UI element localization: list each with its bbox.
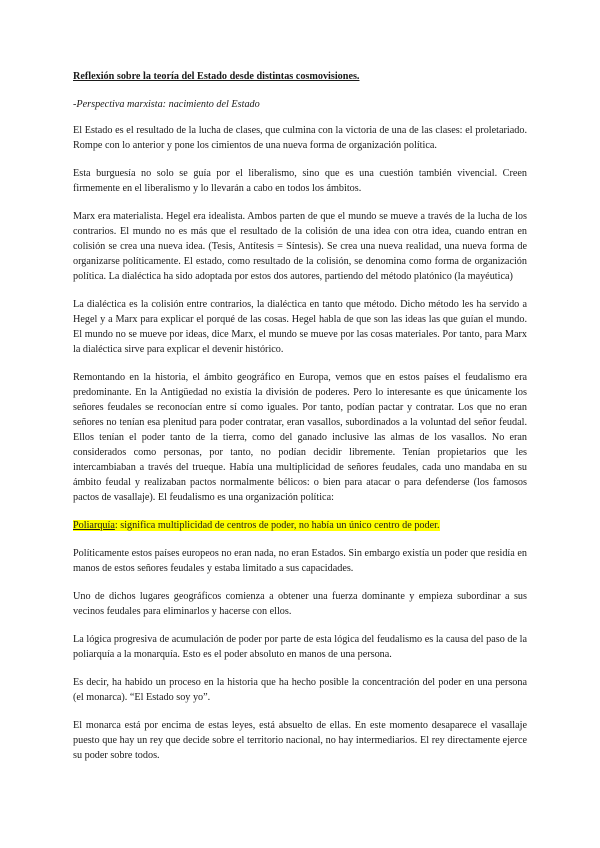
paragraph: Políticamente estos países europeos no eran nada, no eran Estados. Sin embargo existía un poder que residía en manos de estos señores feudales y estaba limitado a sus capacidades. [73, 548, 527, 574]
paragraph: La dialéctica es la colisión entre contrarios, la dialéctica en tanto que método. Dicho método les ha servido a Hegel y a Marx para explicar el porqué de las cosas. Hegel habla de que son las ideas las que guían el mundo. El mundo no se mueve por ideas, dice Marx, el mundo se mueve por las cosas materiales. Por tanto, para Marx la dialéctica sirve para explicar el devenir histórico. [73, 299, 527, 355]
highlighted-definition [73, 518, 527, 533]
section-subtitle: -Perspectiva marxista: nacimiento del Estado [73, 99, 260, 110]
highlight-term: Poliarquía [73, 520, 115, 531]
highlight-text: : significa multiplicidad de centros de poder, no había un único centro de poder. [114, 520, 440, 531]
paragraph: Uno de dichos lugares geográficos comienza a obtener una fuerza dominante y empieza subordinar a sus vecinos feudales para eliminarlos y hacerse con ellos. [73, 591, 527, 617]
paragraph: Marx era materialista. Hegel era idealista. Ambos parten de que el mundo se mueve a través de la lucha de los contrarios. El mundo no es más que el resultado de la colisión de una idea con otra idea, cuando entran en colisión se crea una nueva idea. (Tesis, Antítesis = Síntesis). Se crea una nueva realidad, una nueva forma de organizarse políticamente. El estado, como resultado de la colisión, se denomina como forma de organización política. La dialéctica ha sido adoptada por estos dos autores, partiendo del método platónico (la mayéutica) [73, 211, 527, 282]
paragraph: Esta burguesía no solo se guía por el liberalismo, sino que es una cuestión también vivencial. Creen firmemente en el liberalismo y lo llevarán a cabo en todos los ámbitos. [73, 168, 527, 194]
paragraph: Remontando en la historia, el ámbito geográfico en Europa, vemos que en estos países el feudalismo era predominante. En la Antigüedad no existía la división de poderes. Pero lo interesante es que únicamente los señores feudales se reconocían entre sí como iguales. Por tanto, podían pactar y contratar. Los que no eran señores no tenían esa plenitud para poder contratar, eran vasallos, subordinados a la voluntad del señor feudal. Ellos tenían el poder tanto de la tierra, como del ganado inclusive las almas de los vasallos. No eran considerados como personas, por tanto, no podían decidir libremente. Tenían propietarios que les intercambiaban a través del trueque. Había una multiplicidad de señores feudales, cada uno mandaba en su ámbito feudal y realizaban pactos normalmente bélicos: o bien para atacar o para defenderse (los famosos pactos de vasallaje). El feudalismo es una organización política: [73, 372, 527, 503]
paragraph: El monarca está por encima de estas leyes, está absuelto de ellas. En este momento desaparece el vasallaje puesto que hay un rey que decide sobre el territorio nacional, no hay intermediarios. El rey directamente ejerce su poder sobre todos. [73, 720, 527, 761]
paragraph: La lógica progresiva de acumulación de poder por parte de esta lógica del feudalismo es la causa del paso de la poliarquía a la monarquía. Esto es el poder absoluto en manos de una persona. [73, 634, 527, 660]
paragraph: El Estado es el resultado de la lucha de clases, que culmina con la victoria de una de las clases: el proletariado. Rompe con lo anterior y pone los cimientos de una nueva forma de organización política. [73, 125, 527, 151]
document-title: Reflexión sobre la teoría del Estado desde distintas cosmovisiones. [73, 71, 360, 82]
paragraph: Es decir, ha habido un proceso en la historia que ha hecho posible la concentración del poder en una persona (el monarca). “El Estado soy yo”. [73, 677, 527, 703]
